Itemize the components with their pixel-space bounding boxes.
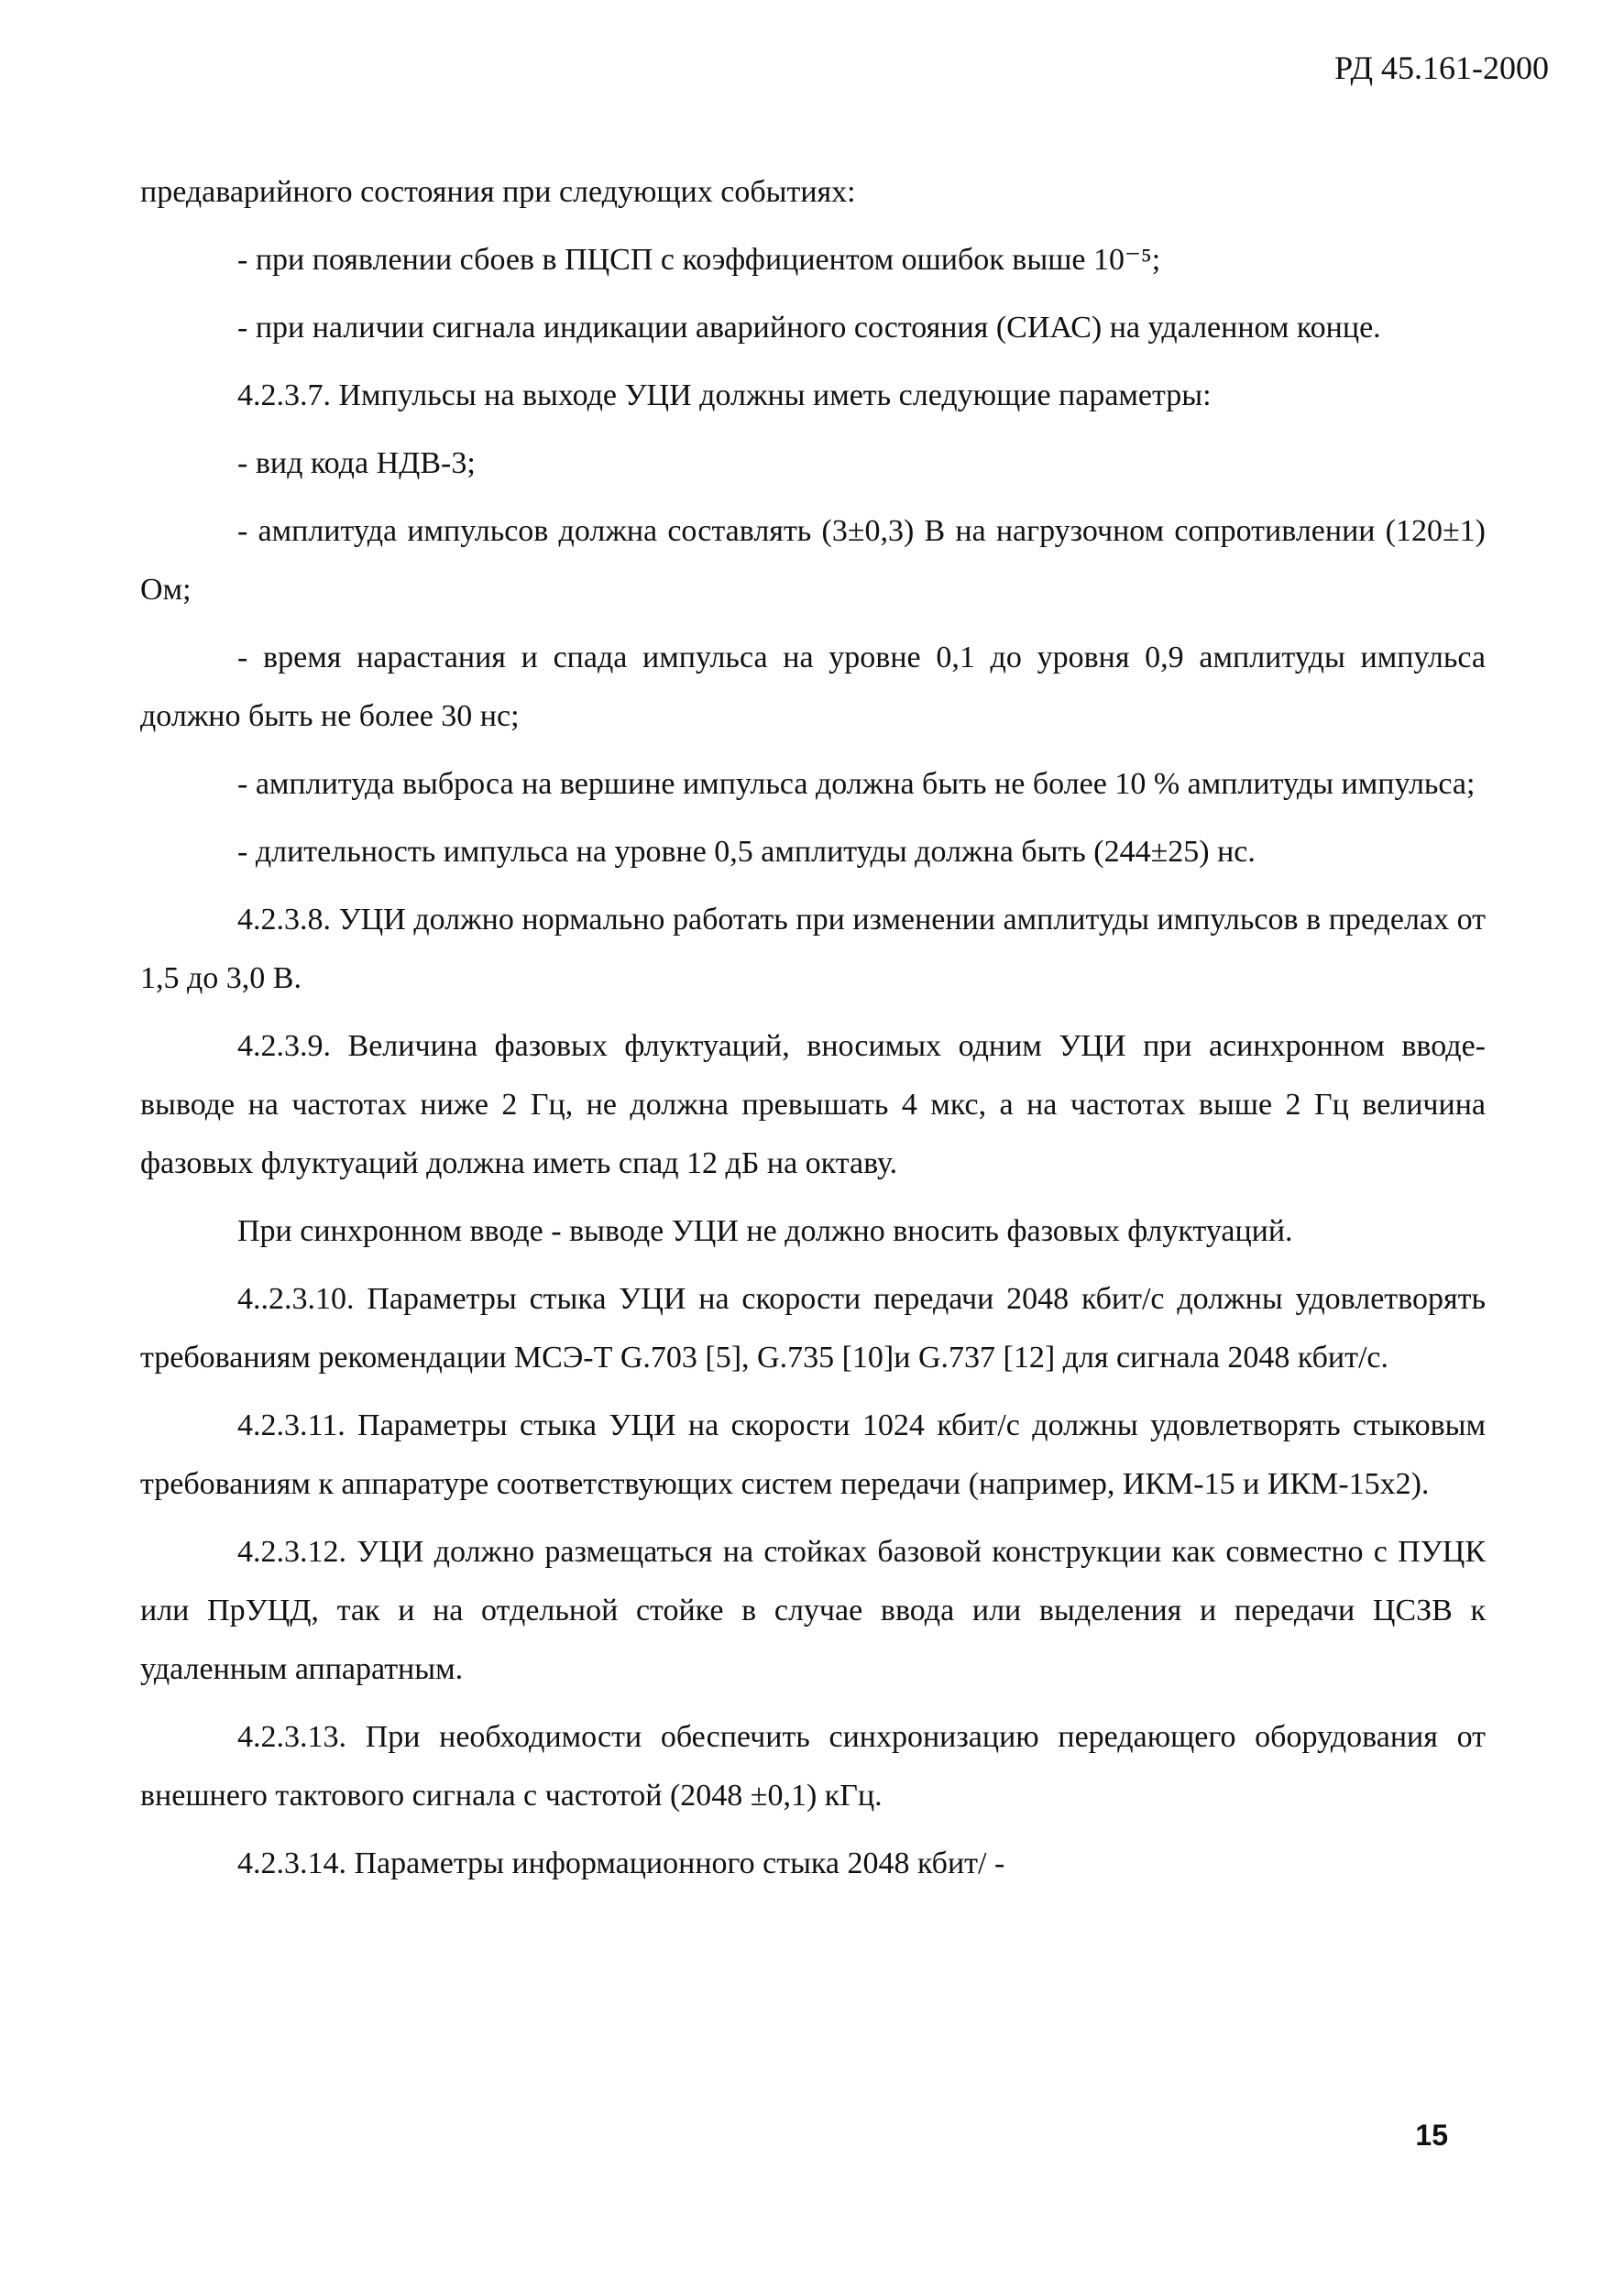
paragraph-continuation: предаварийного состояния при следующих событиях: (140, 175, 856, 209)
list-item-code-type: - вид кода НДВ-3; (237, 446, 476, 480)
list-item-rise-time: - время нарастания и спада импульса на уровне 0,1 до уровня 0,9 амплитуды импульса должно быть не более 30 нс; (140, 641, 1486, 733)
list-item-alarm-signal: - при наличии сигнала индикации аварийного состояния (СИАС) на удаленном конце. (237, 311, 1381, 345)
list-item-amplitude: - амплитуда импульсов должна составлять (3±0,3) В на нагрузочном сопротивлении (120±1) Ом; (140, 514, 1486, 607)
list-item-overshoot: - амплитуда выброса на вершине импульса должна быть не более 10 % амплитуды импульса; (237, 767, 1476, 801)
clause-4-2-3-11: 4.2.3.11. Параметры стыка УЦИ на скорости 1024 кбит/с должны удовлетворять стыковым требованиям к аппаратуре соответствующих систем передачи (например, ИКМ-15 и ИКМ-15х2). (140, 1408, 1486, 1501)
paragraph-synchronous-io: При синхронном вводе - выводе УЦИ не должно вносить фазовых флуктуаций. (237, 1214, 1293, 1248)
clause-4-2-3-13: 4.2.3.13. При необходимости обеспечить синхронизацию передающего оборудования от внешнего тактового сигнала с частотой (2048 ±0,1) кГц. (140, 1720, 1486, 1813)
clause-4-2-3-7: 4.2.3.7. Импульсы на выходе УЦИ должны иметь следующие параметры: (237, 378, 1212, 412)
list-item-error-rate: - при появлении сбоев в ПЦСП с коэффициентом ошибок выше 10⁻⁵; (237, 243, 1161, 277)
list-item-pulse-width: - длительность импульса на уровне 0,5 амплитуды должна быть (244±25) нс. (237, 835, 1256, 869)
clause-4-2-3-12: 4.2.3.12. УЦИ должно размещаться на стойках базовой конструкции как совместно с ПУЦК или ПрУЦД, так и на отдельной стойке в случае ввода или выделения и передачи ЦСЗВ к удаленным аппаратным. (140, 1535, 1486, 1686)
page-number: 15 (1415, 2119, 1448, 2152)
clause-4-2-3-8: 4.2.3.8. УЦИ должно нормально работать при изменении амплитуды импульсов в пределах от 1,5 до 3,0 В. (140, 903, 1486, 995)
document-body (140, 163, 1486, 1893)
clause-4-2-3-9: 4.2.3.9. Величина фазовых флуктуаций, вносимых одним УЦИ при асинхронном вводе-выводе на частотах ниже 2 Гц, не должна превышать 4 мкс, а на частотах выше 2 Гц величина фазовых флуктуаций должна иметь спад 12 дБ на октаву. (140, 1029, 1486, 1180)
document-code: РД 45.161-2000 (1334, 49, 1549, 86)
clause-4-2-3-14: 4.2.3.14. Параметры информационного стыка 2048 кбит/ - (237, 1846, 1005, 1880)
clause-4-2-3-10: 4..2.3.10. Параметры стыка УЦИ на скорости передачи 2048 кбит/с должны удовлетворять требованиям рекомендации МСЭ-Т G.703 [5], G.735 [10]и G.737 [12] для сигнала 2048 кбит/с. (140, 1282, 1486, 1375)
